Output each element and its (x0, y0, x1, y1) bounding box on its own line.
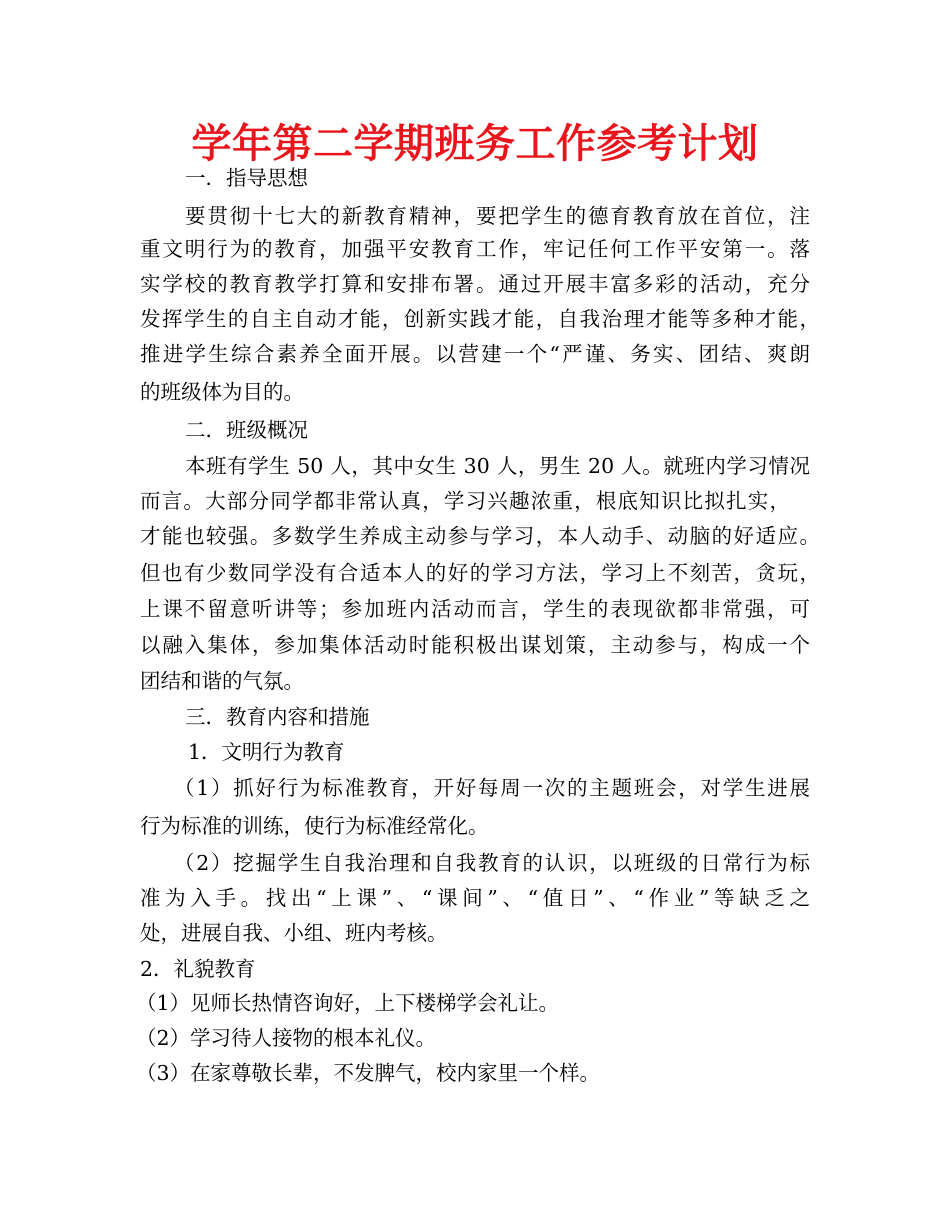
paragraph-line: 上课不留意听讲等；参加班内活动而言，学生的表现欲都非常强，可 (140, 597, 810, 621)
list-item-line: （1）见师长热情咨询好，上下楼梯学会礼让。 (136, 991, 560, 1015)
paragraph-line: 以融入集体，参加集体活动时能积极出谋划策，主动参与，构成一个 (140, 633, 810, 657)
paragraph-line: 实学校的教育教学打算和安排布署。通过开展丰富多彩的活动，充分 (140, 272, 810, 296)
list-item-line: （3）在家尊敬长辈，不发脾气，校内家里一个样。 (136, 1061, 601, 1085)
paragraph-line: 要贯彻十七大的新教育精神，要把学生的德育教育放在首位，注 (185, 204, 810, 228)
paragraph-line: 发挥学生的自主自动才能，创新实践才能，自我治理才能等多种才能， (140, 307, 820, 331)
list-item-line: （2）挖掘学生自我治理和自我教育的认识，以班级的日常行为标 (174, 851, 810, 875)
list-item-line: （2）学习待人接物的根本礼仪。 (136, 1026, 437, 1050)
section-heading-education-content: 三．教育内容和措施 (185, 705, 370, 729)
paragraph-line: 团结和谐的气氛。 (140, 669, 304, 693)
section-heading-guiding-thought: 一．指导思想 (185, 166, 308, 190)
list-item-line: 行为标准的训练，使行为标准经常化。 (140, 814, 489, 838)
list-item-line: （1）抓好行为标准教育，开好每周一次的主题班会，对学生进展 (174, 776, 810, 800)
document-title: 学年第二学期班务工作参考计划 (191, 121, 759, 167)
list-item-line: 准为入手。找出“上课”、“课间”、“值日”、“作业”等缺乏之 (140, 886, 810, 910)
paragraph-line: 才能也较强。多数学生养成主动参与学习，本人动手、动脑的好适应。 (140, 524, 820, 548)
subsection-heading-courtesy: 2．礼貌教育 (140, 957, 256, 981)
paragraph-line: 重文明行为的教育，加强平安教育工作，牢记任何工作平安第一。落 (140, 237, 810, 261)
paragraph-line: 但也有少数同学没有合适本人的好的学习方法，学习上不刻苦，贪玩， (140, 561, 820, 585)
paragraph-line: 本班有学生 50 人，其中女生 30 人，男生 20 人。就班内学习情况 (185, 454, 810, 478)
paragraph-line: 的班级体为目的。 (140, 380, 304, 404)
section-heading-class-overview: 二．班级概况 (185, 418, 308, 442)
subsection-heading-civilized-behavior: 1．文明行为教育 (188, 740, 345, 764)
list-item-line: 处，进展自我、小组、班内考核。 (140, 921, 448, 945)
paragraph-line: 而言。大部分同学都非常认真，学习兴趣浓重，根底知识比拟扎实， (140, 489, 790, 513)
paragraph-line: 推进学生综合素养全面开展。以营建一个“严谨、务实、团结、爽朗 (140, 342, 810, 366)
